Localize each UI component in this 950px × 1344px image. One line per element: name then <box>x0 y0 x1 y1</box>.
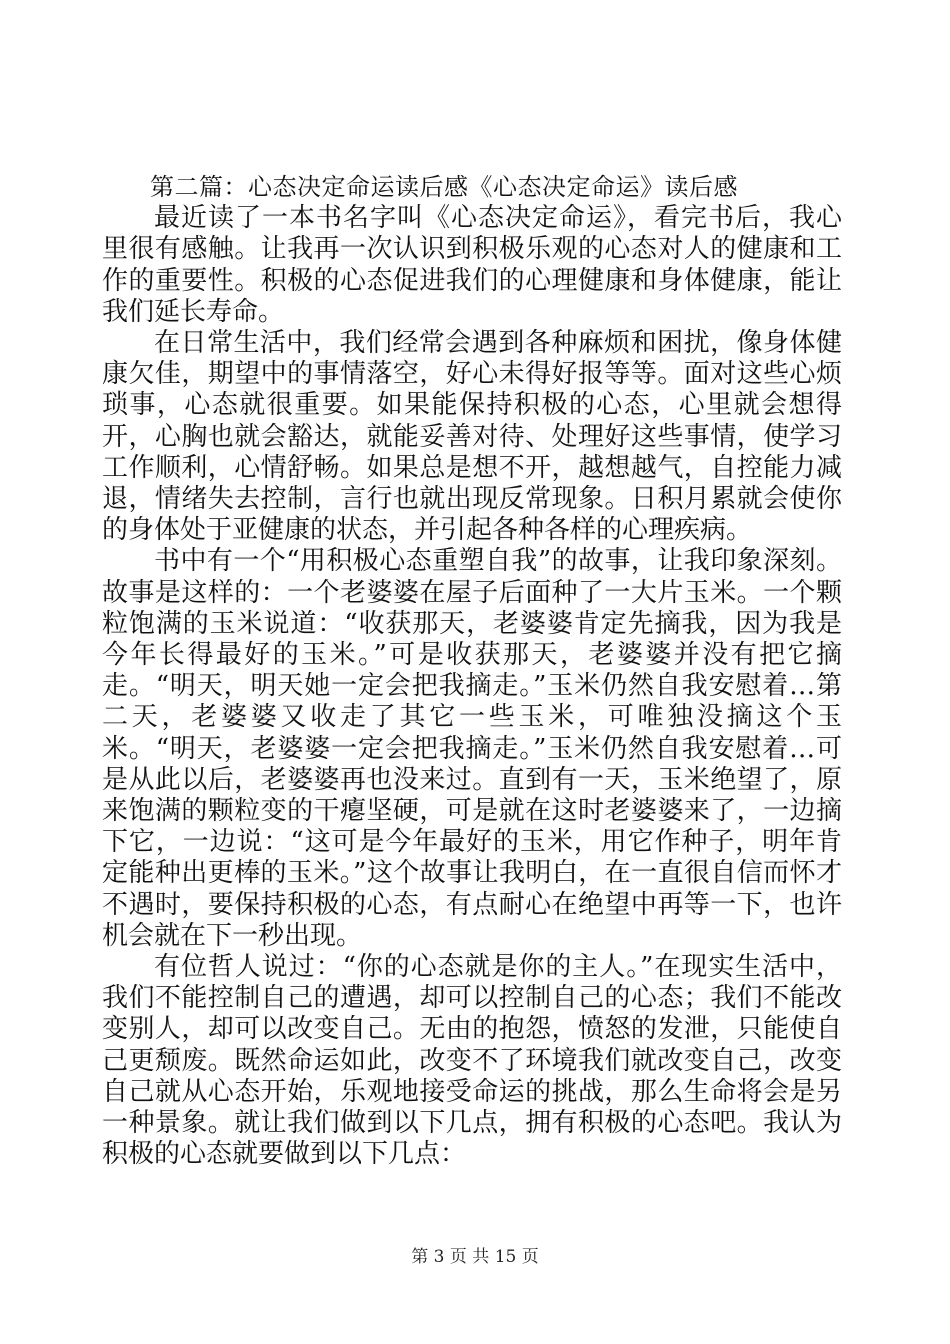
page-footer: 第 3 页 共 15 页 <box>411 1247 539 1267</box>
paragraph-4: 有位哲人说过：“你的心态就是你的主人。”在现实生活中，我们不能控制自己的遭遇，却可以控制自己的心态；我们不能改变别人，却可以改变自己。无由的抱怨，愤怒的发泄，只能使自己更颓废。既然命运如此，改变不了环境我们就改变自己，改变自己就从心态开始，乐观地接受命运的挑战，那么生命将会是另一种景象。就让我们做到以下几点，拥有积极的心态吧。我认为积极的心态就要做到以下几点： <box>102 952 842 1170</box>
paragraph-2: 在日常生活中，我们经常会遇到各种麻烦和困扰，像身体健康欠佳，期望中的事情落空，好心未得好报等等。面对这些心烦琐事，心态就很重要。如果能保持积极的心态，心里就会想得开，心胸也就会豁达，就能妥善对待、处理好这些事情，使学习工作顺利，心情舒畅。如果总是想不开，越想越气，自控能力减退，情绪失去控制，言行也就出现反常现象。日积月累就会使你的身体处于亚健康的状态，并引起各种各样的心理疾病。 <box>102 328 842 546</box>
document-body <box>102 172 842 1171</box>
paragraph-3: 书中有一个“用积极心态重塑自我”的故事，让我印象深刻。故事是这样的：一个老婆婆在屋子后面种了一大片玉米。一个颗粒饱满的玉米说道：“收获那天，老婆婆肯定先摘我，因为我是今年长得最好的玉米。”可是收获那天，老婆婆并没有把它摘走。“明天，明天她一定会把我摘走。”玉米仍然自我安慰着…第二天，老婆婆又收走了其它一些玉米，可唯独没摘这个玉米。“明天，老婆婆一定会把我摘走。”玉米仍然自我安慰着…可是从此以后，老婆婆再也没来过。直到有一天，玉米绝望了，原来饱满的颗粒变的干瘪坚硬，可是就在这时老婆婆来了，一边摘下它，一边说：“这可是今年最好的玉米，用它作种子，明年肯定能种出更棒的玉米。”这个故事让我明白，在一直很自信而怀才不遇时，要保持积极的心态，有点耐心在绝望中再等一下，也许机会就在下一秒出现。 <box>102 546 842 951</box>
section-title: 第二篇：心态决定命运读后感《心态决定命运》读后感 <box>150 173 738 201</box>
paragraph-1: 最近读了一本书名字叫《心态决定命运》，看完书后，我心里很有感触。让我再一次认识到积极乐观的心态对人的健康和工作的重要性。积极的心态促进我们的心理健康和身体健康，能让我们延长寿命。 <box>102 203 842 327</box>
